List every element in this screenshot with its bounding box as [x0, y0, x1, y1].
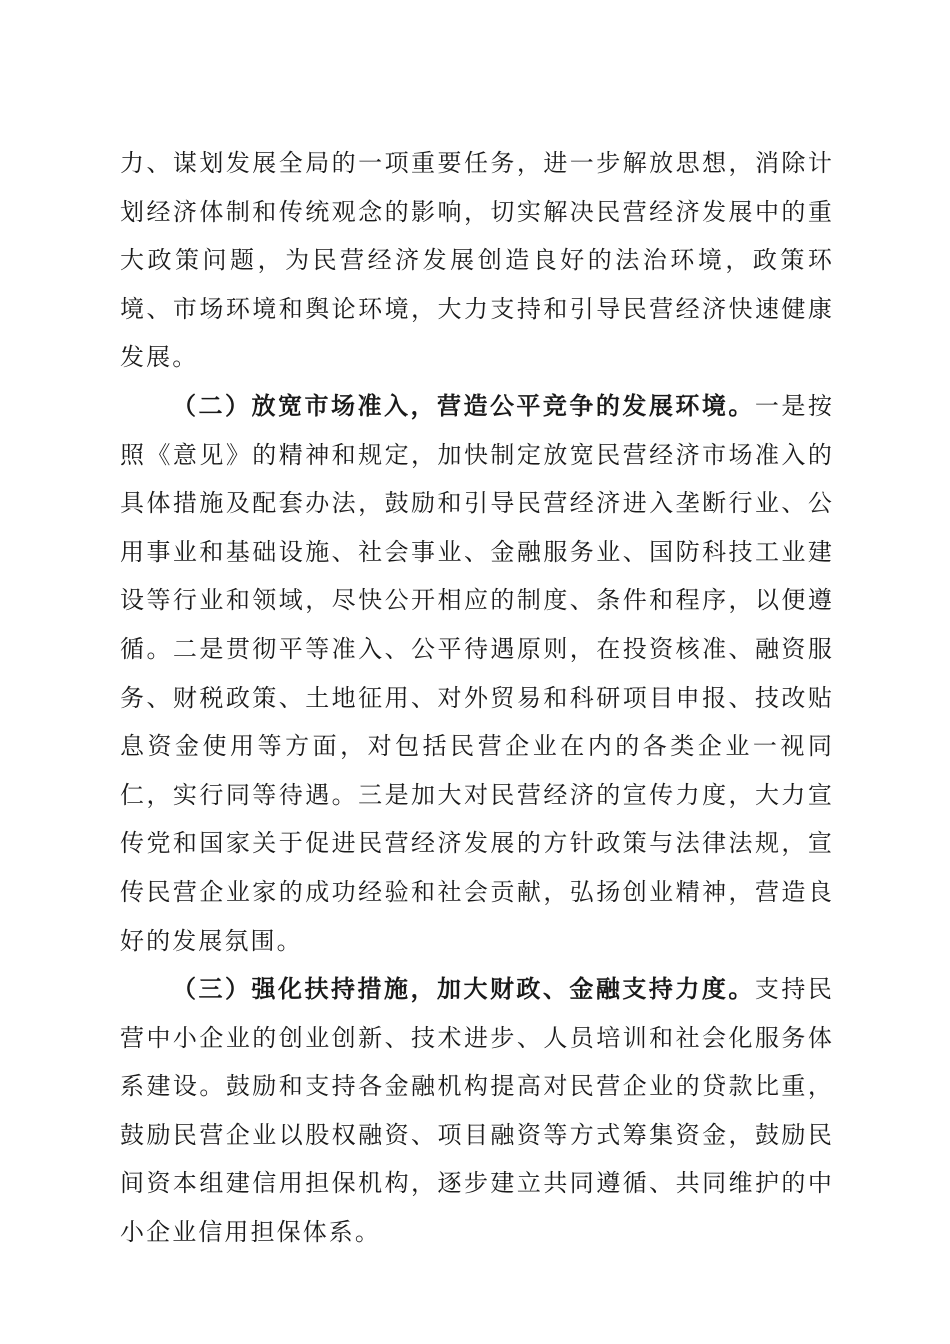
section-heading: （三）强化扶持措施，加大财政、金融支持力度。 — [172, 974, 755, 1004]
document-body — [120, 139, 834, 1257]
paragraph-section-3 — [120, 965, 834, 1257]
paragraph-text: 一是按照《意见》的精神和规定，加快制定放宽民营经济市场准入的具体措施及配套办法，鼓励和引导民营经济进入垄断行业、公用事业和基础设施、社会事业、金融服务业、国防科技工业建设等行业和领域，尽快公开相应的制度、条件和程序，以便遵循。二是贯彻平等准入、公平待遇原则，在投资核准、融资服务、财税政策、土地征用、对外贸易和科研项目申报、技改贴息资金使用等方面，对包括民营企业在内的各类企业一视同仁，实行同等待遇。三是加大对民营经济的宣传力度，大力宣传党和国家关于促进民营经济发展的方针政策与法律法规，宣传民营企业家的成功经验和社会贡献，弘扬创业精神，营造良好的发展氛围。 — [120, 391, 834, 955]
section-heading: （二）放宽市场准入，营造公平竞争的发展环境。 — [172, 390, 755, 420]
paragraph-text: 力、谋划发展全局的一项重要任务，进一步解放思想，消除计划经济体制和传统观念的影响，切实解决民营经济发展中的重大政策问题，为民营经济发展创造良好的法治环境，政策环境、市场环境和舆论环境，大力支持和引导民营经济快速健康发展。 — [120, 149, 834, 372]
paragraph-text: 支持民营中小企业的创业创新、技术进步、人员培训和社会化服务体系建设。鼓励和支持各金融机构提高对民营企业的贷款比重，鼓励民营企业以股权融资、项目融资等方式筹集资金，鼓励民间资本组建信用担保机构，逐步建立共同遵循、共同维护的中小企业信用担保体系。 — [120, 975, 834, 1247]
paragraph-continuation — [120, 139, 834, 382]
paragraph-section-2 — [120, 382, 834, 965]
